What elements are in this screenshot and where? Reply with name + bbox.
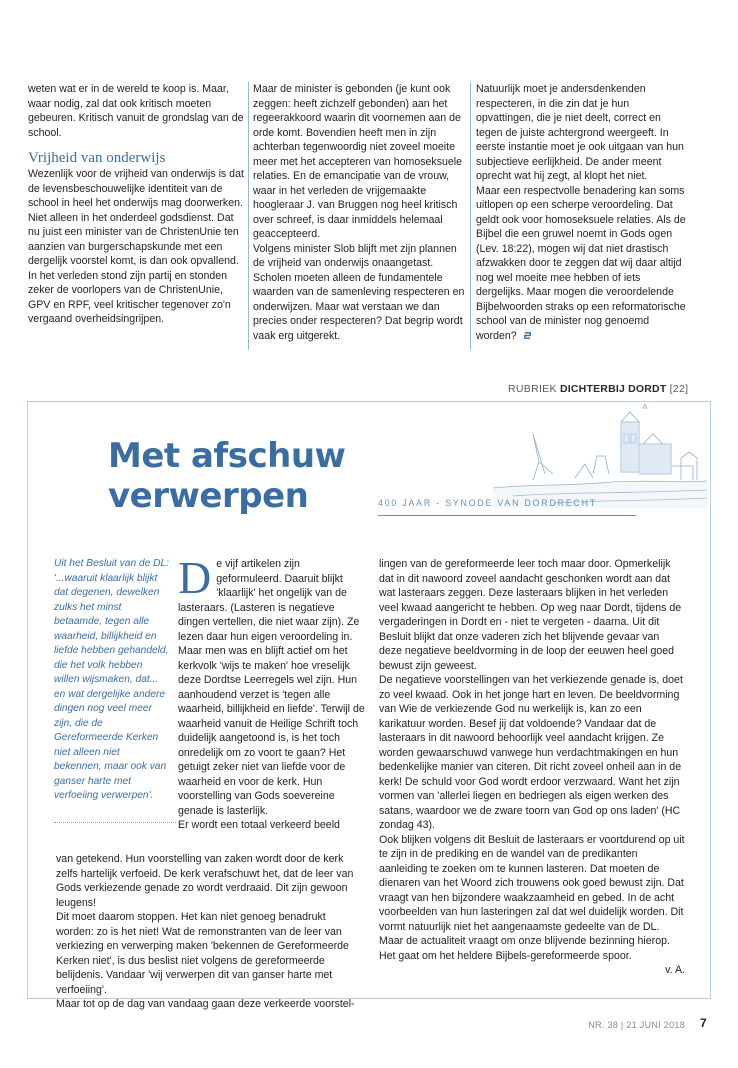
dropcap: D <box>178 552 212 603</box>
paragraph: Dit moet daarom stoppen. Het kan niet genoeg benadrukt worden: zo is het niet! Wat de remonstranten van de leer van verkiezing en verwerping maken 'bekennen de Gereformeerde Kerken niet', is dus beslist niet volgens de gereformeerde belijdenis. Vandaar 'wij verwerpen dit van ganser harte met verfoeiing'. <box>56 911 349 996</box>
article-column-middle <box>178 552 368 833</box>
pull-quote: Uit het Besluit van de DL: '...waaruit klaarlijk blijkt dat degenen, dewelken zulks het minst betaamde, tegen alle waarheid, billijkheid en liefde hebben gehandeld, die het volk hebben willen wijsmaken, dat... en wat dergelijke andere dingen nog veel meer zijn, die de Gereformeerde Kerken niet alleen niet bekennen, maar ook van ganser harte met verfoeiing verwerpen'. <box>54 558 169 801</box>
paragraph: Ook blijken volgens dit Besluit de lasteraars er voortdurend op uit te zijn in de prediking en de wandel van de predikanten aanleiding te zoeken om te kunnen lasteren. Dat moeten de dienaren van het Woord zich trouwens ook goed bewust zijn. Dat vraagt van hen bijzondere waakzaamheid en gebed. In de acht voorbeelden van hun lasteringen zal dat wel duidelijk worden. Dit vormt natuurlijk niet het aangenaamste gedeelte van de DL. Maar de actualiteit vraagt om onze blijvende bezinning hierop. Het gaat om het heldere Bijbels-gereformeerde spoor. <box>379 833 685 962</box>
rubric-number: [22] <box>669 383 689 395</box>
paragraph: weten wat er in de wereld te koop is. Maar, waar nodig, zal dat ook kritisch moeten gebeuren. Kritisch vanuit de grondslag van de school. <box>28 83 244 139</box>
top-column-2 <box>253 82 465 343</box>
author-signature: v. A. <box>665 964 685 976</box>
column-divider <box>470 82 471 350</box>
article-column-lower-left <box>56 852 356 1012</box>
article-column-right <box>379 557 685 978</box>
issue-info: NR. 38 | 21 JUNI 2018 <box>588 1020 685 1030</box>
rubric-label <box>508 383 689 399</box>
rubric-prefix: RUBRIEK <box>508 383 557 395</box>
section-heading: Vrijheid van onderwijs <box>28 150 166 166</box>
top-column-1 <box>28 82 244 327</box>
paragraph: van getekend. Hun voorstelling van zaken wordt door de kerk zelfs hartelijk verfoeid. De kerk verafschuwt het, dat de leer van Gods verkiezende genade zo wordt verdraaid. Dit zijn gewoon leugens! <box>56 853 354 909</box>
paragraph: De negatieve voorstellingen van het verkiezende genade is, doet zo veel kwaad. Ook in het jonge hart en leven. De beeldvorming van Wie de verkiezende God nu werkelijk is, kan zo een karikatuur worden. Besef jij dat voldoende? Vandaar dat de lasteraars in dit nawoord behoorlijk veel aandacht krijgen. Ze worden gewaarschuwd vanwege hun verdachtmakingen en hun bedenkelijke manier van citeren. Dit richt zoveel onheil aan in de kerk! De schuld voor God wordt erdoor verzwaard. Want het zijn vormen van 'allerlei liegen en bedriegen als eigen werken des satans, waardoor we de zware toorn van God op ons laden' (HC zondag 43). <box>379 674 683 831</box>
title-line-2: verwerpen <box>108 476 309 516</box>
quote-divider <box>54 822 176 823</box>
series-rule <box>378 515 636 516</box>
rubric-name: DICHTERBIJ DORDT <box>560 383 667 395</box>
top-column-3 <box>476 82 686 343</box>
paragraph: Maar tot op de dag van vandaag gaan deze verkeerde voorstel- <box>56 998 355 1010</box>
paragraph: Wezenlijk voor de vrijheid van onderwijs is dat de levensbeschouwelijke identiteit van de school in heel het onderwijs mag doorwerken. Niet alleen in het onderdeel godsdienst. Dat nu juist een minister van de ChristenUnie ten aanzien van burgerschapskunde met een dergelijk voorstel komt, is dan ook opvallend. In het verleden stond zijn partij en stonden zeker de voorlopers van de ChristenUnie, GPV en RPF, veel kritischer tegenover zo'n vergaand overheidsingrijpen. <box>28 168 244 325</box>
paragraph: lingen van de gereformeerde leer toch maar door. Opmerkelijk dat in dit nawoord zoveel aandacht geschonken wordt aan dat wat lasteraars zeggen. Deze lasteraars blijken in het verleden veel kwaad aangericht te hebben. Op weg naar Dordt, tijdens de vergaderingen in Dordt en - niet te vergeten - daarna. Uit dit Besluit blijkt dat onze vaderen zich het blijvende gevaar van deze negatieve beeldvorming in de loop der eeuwen heel goed bewust zijn geweest. <box>379 558 682 672</box>
paragraph: Volgens minister Slob blijft met zijn plannen de vrijheid van onderwijs onaangetast. Scholen moeten alleen de fundamentele waarden van de samenleving respecteren en onderwijzen. Maar wat verstaan we dan precies onder respecteren? Dat begrip wordt vaak erg uitgerekt. <box>253 242 465 342</box>
paragraph: Maar de minister is gebonden (je kunt ook zeggen: heeft zichzelf gebonden) aan het regeerakkoord waarin dit voornemen aan de orde komt. Bovendien heeft men in zijn achterban tegenwoordig niet zoveel moeite meer met het accepteren van homoseksuele relaties. En de emancipatie van de vrouw, waar in het verleden de vrijgemaakte hoogleraar J. van Bruggen nog heel kritisch over schreef, is daar inmiddels helemaal geaccepteerd. <box>253 83 463 240</box>
column-divider <box>248 82 249 350</box>
end-mark-icon <box>523 331 532 340</box>
article-title <box>108 436 345 516</box>
dordrecht-illustration-icon <box>493 404 707 508</box>
series-label: 400 JAAR - SYNODE VAN DORDRECHT <box>378 498 597 508</box>
paragraph: Er wordt een totaal verkeerd beeld <box>178 819 340 831</box>
paragraph: Natuurlijk moet je andersdenkenden respecteren, in die zin dat je hun opvattingen, die je niet deelt, correct en tegen de juiste achtergrond weergeeft. In eerste instantie moet je ook uitgaan van hun subjectieve eerlijkheid. De ander meent oprecht wat hij zegt, al klopt het niet. <box>476 83 684 182</box>
paragraph: Maar een respectvolle benadering kan soms uitlopen op een scherpe veroordeling. Dat geldt ook voor homoseksuele relaties. Als de Bijbel die een gruwel noemt in Gods ogen (Lev. 18:22), mogen wij dat niet drastisch afzwakken door te zeggen dat wij daar altijd nog wel moeite mee hebben of iets dergelijks. Maar mogen die veroordelende Bijbelwoorden straks op een reformatorische school van de minister nog genoemd worden? <box>476 184 686 342</box>
paragraph: De vijf artikelen zijn geformuleerd. Daaruit blijkt 'klaarlijk' het ongelijk van de lasteraars. (Lasteren is negatieve dingen vertellen, die niet waar zijn). Ze lezen daar hun eigen veroordeling in. Maar men was en blijft actief om het kerkvolk 'wijs te maken' hoe vreselijk deze Dordtse Leerregels wel zijn. Hun aanhoudend verzet is 'tegen alle waarheid, billijkheid en liefde'. Terwijl de waarheid vanuit de Heilige Schrift toch duidelijk aangetoond is, is het toch onredelijk om zo voort te gaan? Het getuigt zeker niet van liefde voor de waarheid en voor de kerk. Hun voorstelling van Gods soevereine genade is lasterlijk. <box>178 552 365 817</box>
page-number: 7 <box>700 1016 707 1030</box>
title-line-1: Met afschuw <box>108 436 346 476</box>
